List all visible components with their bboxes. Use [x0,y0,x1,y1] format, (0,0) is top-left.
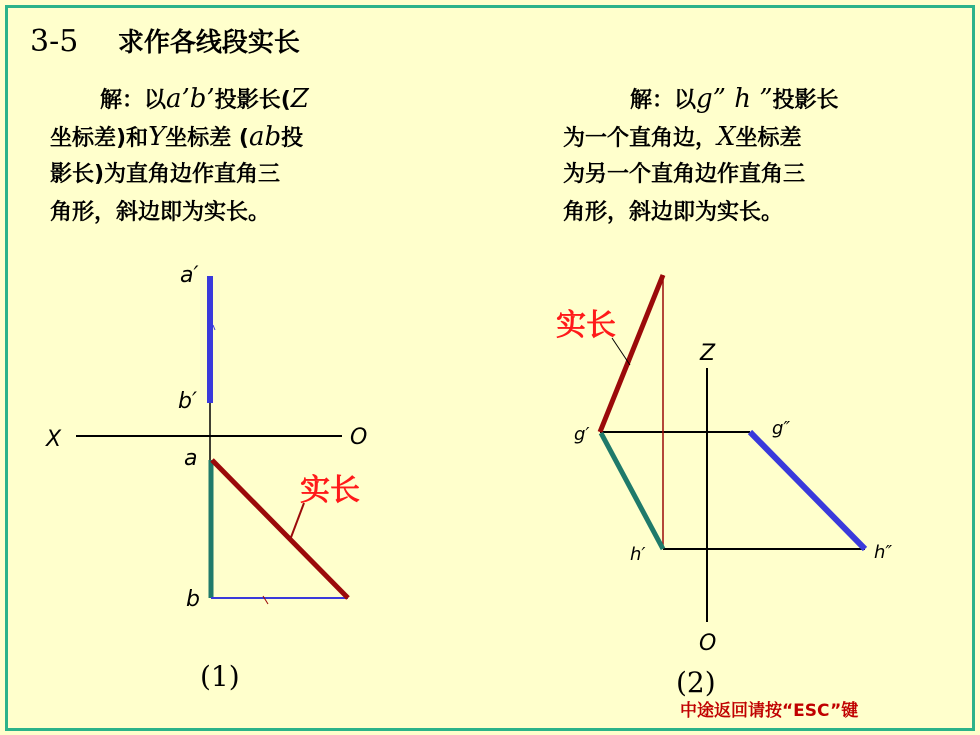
figure-2-caption: (2) [676,666,716,699]
label-a-prime: a′ [180,263,199,288]
left-solution-line-1: 解：以a’b’投影长(Z [100,84,309,114]
problem-title: 求作各线段实长 [117,28,300,58]
figure-2 [556,275,892,656]
right-solution-line-2: 为一个直角边，X坐标差 [563,122,802,152]
right-solution-line-1: 解：以g” h ”投影长 [630,84,839,114]
true-length-leader-1 [290,503,304,540]
label-g-prime: g′ [574,424,590,445]
left-solution-line-2: 坐标差)和Y坐标差 (ab投 [50,122,304,152]
label-o: O [699,631,717,656]
tick-mark [213,325,215,330]
label-a: a [184,446,198,471]
figure-1 [45,263,367,612]
side-projection-gh [750,432,865,549]
label-o: O [350,425,368,450]
left-solution-line-4: 角形，斜边即为实长。 [50,200,271,225]
left-solution-line-3: 影长)为直角边作直角三 [50,162,281,187]
label-g-double-prime: g″ [772,418,791,439]
label-b-prime: b′ [178,389,197,414]
label-z-axis: Z [700,341,716,366]
label-h-double-prime: h″ [874,542,893,563]
true-length-label-2: 实长 [556,308,616,343]
true-length-label-1: 实长 [300,473,360,508]
esc-hint: 中途返回请按“ESC”键 [680,701,859,721]
front-projection-gh [601,433,663,549]
figure-1-caption: (1) [200,660,240,693]
problem-number: 3-5 [30,24,79,59]
label-h-prime: h′ [630,544,646,565]
label-x-axis: X [46,427,62,452]
right-solution-line-3: 为另一个直角边作直角三 [563,162,806,187]
right-solution-line-4: 角形，斜边即为实长。 [563,200,784,225]
true-length-hypotenuse-2 [600,275,663,432]
label-b: b [186,587,200,612]
